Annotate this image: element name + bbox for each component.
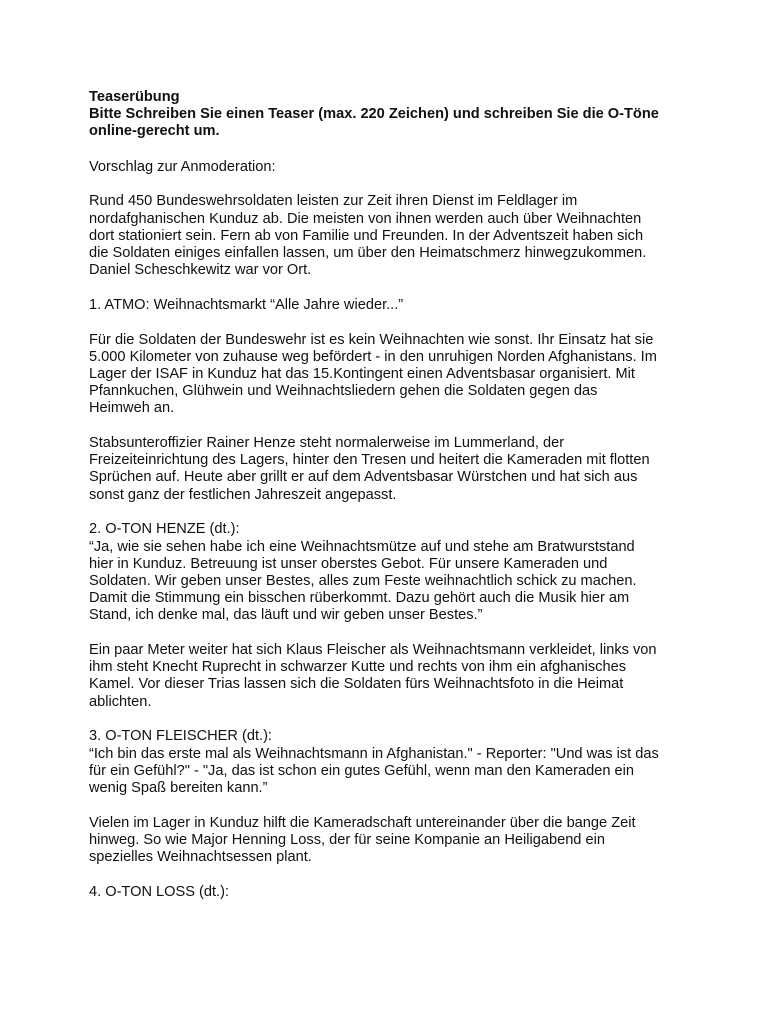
paragraph — [89, 297, 689, 314]
paragraph — [89, 193, 689, 279]
heading-line: online-gerecht um. — [89, 123, 220, 140]
paragraph-line: Rund 450 Bundeswehrsoldaten leisten zur Zeit ihren Dienst im Feldlager im — [89, 193, 578, 210]
paragraph — [89, 435, 689, 504]
paragraph-line: 4. O-TON LOSS (dt.): — [89, 883, 230, 900]
heading-title: Teaserübung — [89, 89, 180, 105]
document-heading — [89, 89, 689, 141]
paragraph — [89, 642, 689, 711]
paragraph-line: 2. O-TON HENZE (dt.): — [89, 521, 240, 538]
paragraph-line: Vorschlag zur Anmoderation: — [89, 158, 276, 175]
paragraph-line: Kamel. Vor dieser Trias lassen sich die Soldaten fürs Weihnachtsfoto in die Heimat — [89, 676, 624, 693]
paragraph-line: sonst ganz der festlichen Jahreszeit angepasst. — [89, 486, 397, 503]
paragraph — [89, 332, 689, 418]
heading-line: Bitte Schreiben Sie einen Teaser (max. 220 Zeichen) und schreiben Sie die O-Töne — [89, 106, 659, 123]
paragraph — [89, 884, 689, 901]
paragraph-line: Soldaten. Wir geben unser Bestes, alles zum Feste weihnachtlich schick zu machen. — [89, 572, 637, 589]
paragraph-line: Pfannkuchen, Glühwein und Weihnachtsliedern gehen die Soldaten gegen das — [89, 383, 598, 400]
paragraph-line: ablichten. — [89, 693, 152, 710]
paragraph-line: Lager der ISAF in Kunduz hat das 15.Kontingent einen Adventsbasar organisiert. Mit — [89, 365, 635, 382]
paragraph-line: Stabsunteroffizier Rainer Henze steht normalerweise im Lummerland, der — [89, 435, 565, 452]
paragraph-line: Stand, ich denke mal, das läuft und wir geben unser Bestes.” — [89, 607, 483, 624]
document-page — [89, 89, 689, 919]
paragraph-line: spezielles Weihnachtsessen plant. — [89, 849, 312, 866]
paragraph-line: Vielen im Lager in Kunduz hilft die Kameradschaft untereinander über die bange Zeit — [89, 814, 636, 831]
paragraph-line: Freizeiteinrichtung des Lagers, hinter den Tresen und heitert die Kameraden mit flotten — [89, 452, 650, 469]
paragraph — [89, 815, 689, 867]
paragraph-line: hier in Kunduz. Betreuung ist unser oberstes Gebot. Für unsere Kameraden und — [89, 555, 608, 572]
paragraph — [89, 728, 689, 797]
paragraph-line: Ein paar Meter weiter hat sich Klaus Fleischer als Weihnachtsmann verkleidet, links von — [89, 642, 657, 659]
paragraph-line: 5.000 Kilometer von zuhause weg befördert - in den unruhigen Norden Afghanistans. Im — [89, 348, 657, 365]
paragraph-line: ihm steht Knecht Ruprecht in schwarzer Kutte und rechts von ihm ein afghanisches — [89, 659, 627, 676]
paragraph — [89, 521, 689, 624]
paragraph-line: hinweg. So wie Major Henning Loss, der für seine Kompanie an Heiligabend ein — [89, 831, 605, 848]
paragraph-line: 3. O-TON FLEISCHER (dt.): — [89, 728, 272, 745]
paragraph-line: für ein Gefühl?" - "Ja, das ist schon ein gutes Gefühl, wenn man den Kameraden ein — [89, 762, 634, 779]
paragraph-line: Für die Soldaten der Bundeswehr ist es kein Weihnachten wie sonst. Ihr Einsatz hat sie — [89, 331, 654, 348]
paragraph-line: die Soldaten einiges einfallen lassen, um über den Heimatschmerz hinwegzukommen. — [89, 244, 647, 261]
paragraph-line: Damit die Stimmung ein bisschen rüberkommt. Dazu gehört auch die Musik hier am — [89, 590, 630, 607]
paragraph-line: Heimweh an. — [89, 400, 175, 417]
paragraph-line: dort stationiert sein. Fern ab von Familie und Freunden. In der Adventszeit haben sich — [89, 227, 644, 244]
paragraph-line: “Ja, wie sie sehen habe ich eine Weihnachtsmütze auf und stehe am Bratwurststand — [89, 538, 635, 555]
paragraph-line: Daniel Scheschkewitz war vor Ort. — [89, 262, 312, 279]
paragraph-line: nordafghanischen Kunduz ab. Die meisten von ihnen werden auch über Weihnachten — [89, 210, 642, 227]
paragraph-line: 1. ATMO: Weihnachtsmarkt “Alle Jahre wieder...” — [89, 296, 404, 313]
paragraph-line: “Ich bin das erste mal als Weihnachtsmann in Afghanistan." - Reporter: "Und was ist das — [89, 745, 659, 762]
paragraph-line: Sprüchen auf. Heute aber grillt er auf dem Adventsbasar Würstchen und hat sich aus — [89, 469, 638, 486]
paragraph — [89, 159, 689, 176]
document-body — [89, 159, 689, 901]
paragraph-line: wenig Spaß bereiten kann.” — [89, 780, 268, 796]
